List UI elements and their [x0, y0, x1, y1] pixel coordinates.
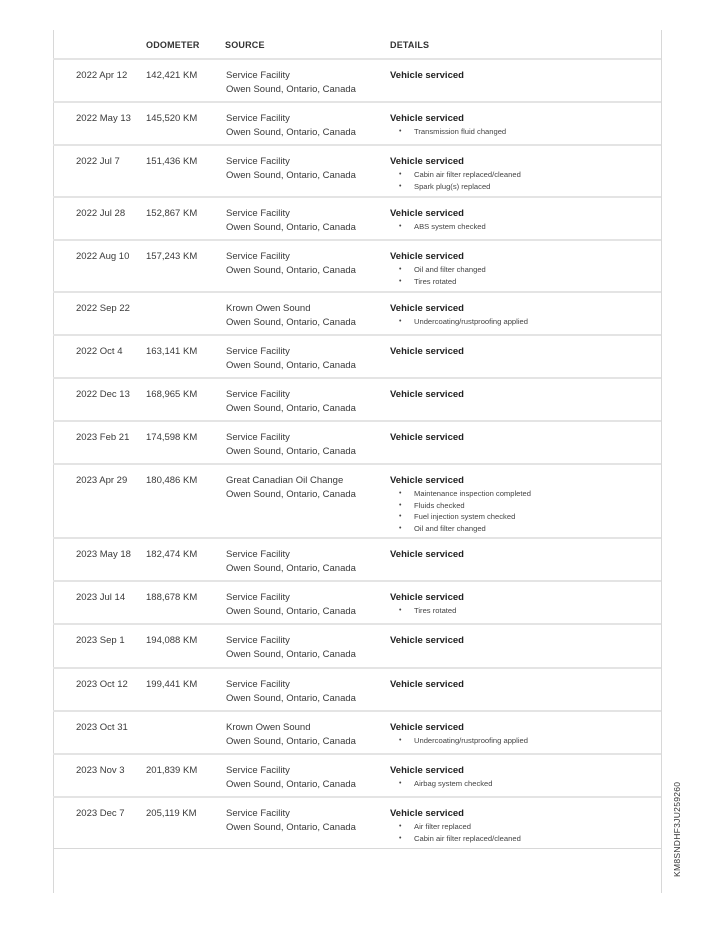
details-title: Vehicle serviced: [390, 208, 464, 219]
table-row: [53, 463, 661, 537]
details-cell: [390, 678, 660, 692]
source-name: Service Facility: [226, 592, 290, 603]
details-list: [390, 821, 660, 844]
source-name: Service Facility: [226, 765, 290, 776]
details-title: Vehicle serviced: [390, 765, 464, 776]
column-header-odometer: ODOMETER: [146, 40, 200, 50]
details-list: [390, 778, 660, 790]
source-cell: [226, 112, 386, 140]
service-date: 2022 Dec 13: [76, 389, 130, 400]
details-title: Vehicle serviced: [390, 251, 464, 262]
source-location: Owen Sound, Ontario, Canada: [226, 606, 356, 617]
table-row: [53, 291, 661, 334]
service-date: 2023 Feb 21: [76, 432, 130, 443]
odometer-reading: 168,965 KM: [146, 389, 198, 400]
table-row: [53, 580, 661, 623]
odometer-reading: 205,119 KM: [146, 808, 197, 819]
details-title: Vehicle serviced: [390, 722, 464, 733]
details-cell: [390, 250, 660, 287]
source-location: Owen Sound, Ontario, Canada: [226, 360, 356, 371]
details-title: Vehicle serviced: [390, 113, 464, 124]
service-history-page: [53, 30, 662, 893]
table-row: [53, 537, 661, 580]
odometer-reading: 142,421 KM: [146, 70, 198, 81]
service-date: 2022 Sep 22: [76, 303, 130, 314]
details-item: • Oil and filter changed: [390, 523, 660, 535]
source-location: Owen Sound, Ontario, Canada: [226, 265, 356, 276]
odometer-reading: 163,141 KM: [146, 346, 198, 357]
table-row: [53, 667, 661, 710]
source-cell: [226, 548, 386, 576]
source-cell: [226, 69, 386, 97]
source-location: Owen Sound, Ontario, Canada: [226, 693, 356, 704]
source-location: Owen Sound, Ontario, Canada: [226, 403, 356, 414]
source-name: Service Facility: [226, 432, 290, 443]
details-title: Vehicle serviced: [390, 475, 464, 486]
source-name: Service Facility: [226, 70, 290, 81]
column-header-source: SOURCE: [225, 40, 265, 50]
details-list: [390, 316, 660, 328]
odometer-reading: 188,678 KM: [146, 592, 198, 603]
odometer-reading: 152,867 KM: [146, 208, 198, 219]
odometer-reading: 201,839 KM: [146, 765, 198, 776]
source-cell: [226, 634, 386, 662]
details-item: • Transmission fluid changed: [390, 126, 660, 138]
details-item: • Airbag system checked: [390, 778, 660, 790]
source-name: Service Facility: [226, 679, 290, 690]
details-title: Vehicle serviced: [390, 346, 464, 357]
details-item: • Cabin air filter replaced/cleaned: [390, 833, 660, 845]
source-name: Service Facility: [226, 346, 290, 357]
service-date: 2023 Oct 31: [76, 722, 128, 733]
source-name: Krown Owen Sound: [226, 303, 311, 314]
source-cell: [226, 345, 386, 373]
source-cell: [226, 474, 386, 502]
odometer-reading: 157,243 KM: [146, 251, 198, 262]
details-item: • Air filter replaced: [390, 821, 660, 833]
source-location: Owen Sound, Ontario, Canada: [226, 736, 356, 747]
source-name: Service Facility: [226, 389, 290, 400]
source-cell: [226, 388, 386, 416]
details-cell: [390, 721, 660, 747]
details-item: • Cabin air filter replaced/cleaned: [390, 169, 660, 181]
source-name: Service Facility: [226, 808, 290, 819]
source-cell: [226, 302, 386, 330]
table-row: [53, 420, 661, 463]
details-cell: [390, 345, 660, 359]
details-cell: [390, 155, 660, 192]
details-cell: [390, 388, 660, 402]
source-location: Owen Sound, Ontario, Canada: [226, 446, 356, 457]
service-date: 2023 Nov 3: [76, 765, 125, 776]
source-cell: [226, 721, 386, 749]
details-title: Vehicle serviced: [390, 592, 464, 603]
source-cell: [226, 207, 386, 235]
source-location: Owen Sound, Ontario, Canada: [226, 222, 356, 233]
table-row: [53, 101, 661, 144]
details-list: [390, 221, 660, 233]
details-list: [390, 264, 660, 287]
source-cell: [226, 155, 386, 183]
source-location: Owen Sound, Ontario, Canada: [226, 127, 356, 138]
details-cell: [390, 431, 660, 445]
service-date: 2022 Jul 7: [76, 156, 120, 167]
source-location: Owen Sound, Ontario, Canada: [226, 84, 356, 95]
odometer-reading: 194,088 KM: [146, 635, 198, 646]
details-title: Vehicle serviced: [390, 679, 464, 690]
details-title: Vehicle serviced: [390, 432, 464, 443]
details-cell: [390, 69, 660, 83]
service-date: 2023 Dec 7: [76, 808, 125, 819]
source-location: Owen Sound, Ontario, Canada: [226, 489, 356, 500]
source-location: Owen Sound, Ontario, Canada: [226, 779, 356, 790]
odometer-reading: 145,520 KM: [146, 113, 198, 124]
details-item: • ABS system checked: [390, 221, 660, 233]
table-row: [53, 710, 661, 753]
source-name: Krown Owen Sound: [226, 722, 311, 733]
source-name: Service Facility: [226, 635, 290, 646]
details-cell: [390, 474, 660, 534]
details-title: Vehicle serviced: [390, 70, 464, 81]
table-row: [53, 58, 661, 101]
odometer-reading: 151,436 KM: [146, 156, 198, 167]
source-cell: [226, 591, 386, 619]
odometer-reading: 182,474 KM: [146, 549, 198, 560]
details-title: Vehicle serviced: [390, 389, 464, 400]
table-row: [53, 796, 661, 848]
source-location: Owen Sound, Ontario, Canada: [226, 563, 356, 574]
details-cell: [390, 112, 660, 138]
details-cell: [390, 302, 660, 328]
details-cell: [390, 548, 660, 562]
service-date: 2022 Apr 12: [76, 70, 128, 81]
details-title: Vehicle serviced: [390, 549, 464, 560]
table-row: [53, 334, 661, 377]
details-list: [390, 735, 660, 747]
service-date: 2022 Oct 4: [76, 346, 123, 357]
details-title: Vehicle serviced: [390, 808, 464, 819]
service-date: 2023 Apr 29: [76, 475, 128, 486]
table-row: [53, 377, 661, 420]
table-end-divider: [53, 848, 661, 849]
source-cell: [226, 250, 386, 278]
service-date: 2022 Aug 10: [76, 251, 130, 262]
details-item: • Oil and filter changed: [390, 264, 660, 276]
source-name: Service Facility: [226, 549, 290, 560]
details-item: • Undercoating/rustproofing applied: [390, 316, 660, 328]
source-location: Owen Sound, Ontario, Canada: [226, 170, 356, 181]
source-cell: [226, 807, 386, 835]
source-name: Great Canadian Oil Change: [226, 475, 344, 486]
odometer-reading: 174,598 KM: [146, 432, 198, 443]
details-list: [390, 126, 660, 138]
details-cell: [390, 807, 660, 844]
table-row: [53, 196, 661, 239]
source-name: Service Facility: [226, 113, 290, 124]
source-name: Service Facility: [226, 208, 290, 219]
odometer-reading: 199,441 KM: [146, 679, 198, 690]
source-location: Owen Sound, Ontario, Canada: [226, 649, 356, 660]
details-item: • Fluids checked: [390, 500, 660, 512]
source-name: Service Facility: [226, 156, 290, 167]
service-date: 2022 Jul 28: [76, 208, 126, 219]
details-item: • Tires rotated: [390, 605, 660, 617]
odometer-reading: 180,486 KM: [146, 475, 198, 486]
details-item: • Undercoating/rustproofing applied: [390, 735, 660, 747]
details-item: • Spark plug(s) replaced: [390, 181, 660, 193]
table-row: [53, 239, 661, 291]
service-date: 2023 Sep 1: [76, 635, 125, 646]
service-date: 2023 Oct 12: [76, 679, 128, 690]
details-item: • Maintenance inspection completed: [390, 488, 660, 500]
details-title: Vehicle serviced: [390, 156, 464, 167]
details-item: • Tires rotated: [390, 276, 660, 288]
source-name: Service Facility: [226, 251, 290, 262]
source-location: Owen Sound, Ontario, Canada: [226, 317, 356, 328]
service-date: 2022 May 13: [76, 113, 131, 124]
table-row: [53, 144, 661, 196]
details-cell: [390, 591, 660, 617]
source-cell: [226, 431, 386, 459]
service-date: 2023 Jul 14: [76, 592, 126, 603]
table-row: [53, 623, 661, 667]
details-title: Vehicle serviced: [390, 303, 464, 314]
source-cell: [226, 678, 386, 706]
table-header: [53, 30, 661, 59]
details-list: [390, 605, 660, 617]
details-cell: [390, 764, 660, 790]
vin-label: KM8SNDHF3JU259260: [672, 781, 682, 877]
details-cell: [390, 207, 660, 233]
details-cell: [390, 634, 660, 648]
table-row: [53, 753, 661, 796]
details-list: [390, 488, 660, 534]
column-header-details: DETAILS: [390, 40, 430, 50]
service-date: 2023 May 18: [76, 549, 131, 560]
details-title: Vehicle serviced: [390, 635, 464, 646]
details-list: [390, 169, 660, 192]
source-cell: [226, 764, 386, 792]
source-location: Owen Sound, Ontario, Canada: [226, 822, 356, 833]
details-item: • Fuel injection system checked: [390, 511, 660, 523]
